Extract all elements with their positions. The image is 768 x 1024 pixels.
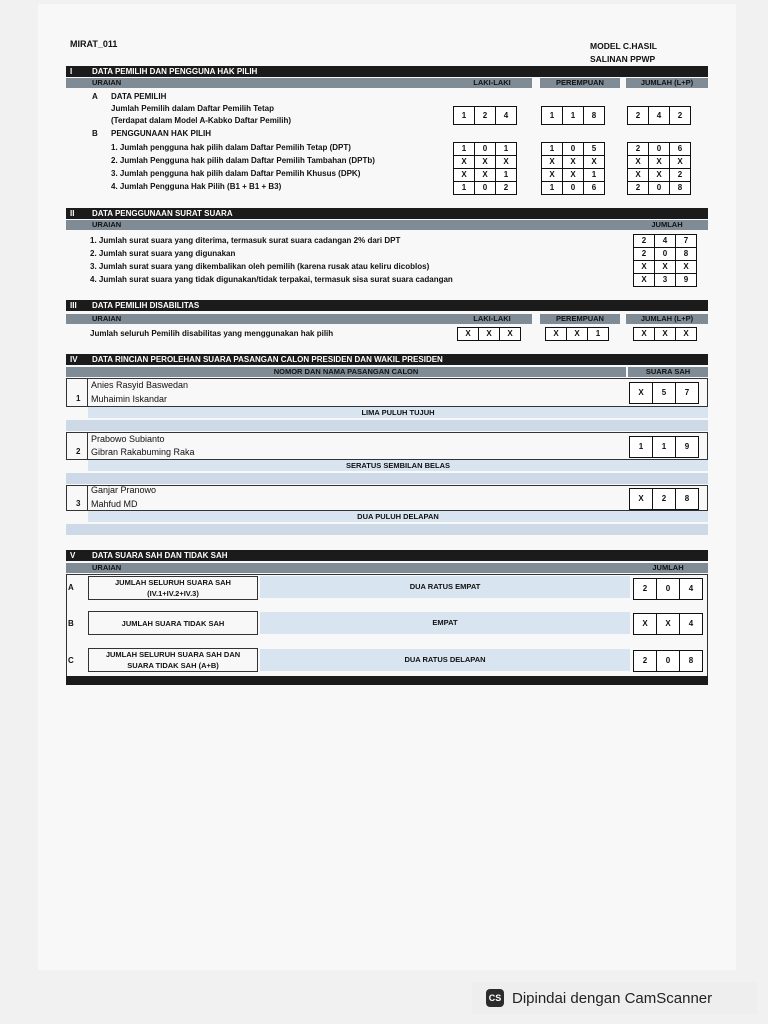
digit: 1 (495, 142, 517, 156)
summary-desc-line1: JUMLAH SELURUH SUARA SAH (115, 578, 231, 587)
candidate-president: Prabowo Subianto (91, 434, 165, 444)
digit: 1 (583, 168, 605, 182)
disabilitas-j-boxes (634, 327, 697, 341)
section-4-header (66, 354, 708, 365)
digit: 0 (648, 181, 670, 195)
b-p-grid (542, 142, 605, 195)
summary-value (634, 650, 703, 672)
digit: X (656, 613, 680, 635)
digit: 0 (562, 142, 584, 156)
surat-suara-row: 2. Jumlah surat suara yang digunakan (90, 249, 236, 258)
row-spacer (66, 524, 708, 535)
candidate-vice-president: Muhaimin Iskandar (91, 394, 168, 404)
digit: 2 (669, 106, 691, 125)
digit: 2 (633, 234, 655, 248)
digit: X (474, 155, 496, 169)
section-number: III (70, 301, 77, 310)
summary-desc-line2: SUARA TIDAK SAH (A+B) (127, 661, 219, 670)
digit: X (669, 155, 691, 169)
b-row-text: 3. Jumlah pengguna hak pilih dalam Daftar Pemilih Khusus (DPK) (111, 169, 361, 178)
section-3-header (66, 300, 708, 311)
disabilitas-p-boxes (546, 327, 609, 341)
digit: X (633, 327, 655, 341)
section-number: II (70, 209, 75, 218)
surat-suara-row: 4. Jumlah surat suara yang tidak digunakan/tidak terpakai, termasuk sisa surat suara cadangan (90, 275, 453, 284)
summary-words: DUA RATUS EMPAT (260, 576, 630, 598)
digit: X (566, 327, 588, 341)
digit: 9 (675, 436, 699, 458)
col-uraian: URAIAN (66, 78, 474, 88)
summary-desc (88, 577, 258, 599)
b-row-text: 4. Jumlah Pengguna Hak Pilih (B1 + B1 + B3) (111, 182, 282, 191)
digit: 0 (656, 578, 680, 600)
candidate-votes (630, 436, 699, 458)
digit: X (453, 168, 475, 182)
section-1 (66, 66, 708, 77)
digit: 0 (656, 650, 680, 672)
digit: 2 (627, 142, 649, 156)
digit: 2 (474, 106, 496, 125)
digit: 2 (633, 650, 657, 672)
watermark-text: Dipindai dengan CamScanner (512, 989, 713, 1007)
digit: 0 (474, 142, 496, 156)
digit: X (457, 327, 479, 341)
model-title: MODEL C.HASIL (590, 41, 657, 51)
col-perempuan: PEREMPUAN (540, 78, 620, 88)
digit: 2 (627, 106, 649, 125)
digit: 5 (583, 142, 605, 156)
digit: X (654, 327, 676, 341)
digit: X (629, 488, 653, 510)
candidate-president: Ganjar Pranowo (91, 485, 157, 495)
digit: 2 (495, 181, 517, 195)
section-1-header (66, 66, 708, 77)
col-uraian: URAIAN (66, 563, 652, 573)
row-spacer (66, 473, 708, 484)
digit: X (629, 382, 653, 404)
subsection-a-title: DATA PEMILIH (111, 92, 167, 101)
camscanner-icon: CS (486, 989, 504, 1007)
digit: 4 (679, 613, 703, 635)
col-perempuan: PEREMPUAN (540, 314, 620, 324)
candidate-number: 1 (76, 394, 81, 403)
surat-suara-grid (634, 234, 697, 287)
votes-in-words: SERATUS SEMBILAN BELAS (88, 460, 708, 471)
dpt-j-boxes (628, 106, 691, 125)
votes-in-words: DUA PULUH DELAPAN (88, 511, 708, 522)
digit: 4 (654, 234, 676, 248)
candidate-number: 3 (76, 499, 81, 508)
summary-desc (88, 649, 258, 671)
digit: 2 (669, 168, 691, 182)
candidate-vice-president: Gibran Rakabuming Raka (91, 447, 195, 457)
digit: 5 (652, 382, 676, 404)
digit: X (583, 155, 605, 169)
section-3 (66, 300, 708, 311)
col-jumlah: JUMLAH (628, 563, 708, 573)
summary-words: DUA RATUS DELAPAN (260, 649, 630, 671)
col-nama-calon: NOMOR DAN NAMA PASANGAN CALON (66, 367, 626, 377)
digit: X (499, 327, 521, 341)
digit: X (495, 155, 517, 169)
digit: X (648, 168, 670, 182)
dpt-l-boxes (454, 106, 517, 125)
digit: 1 (453, 142, 475, 156)
digit: X (648, 155, 670, 169)
b-j-grid (628, 142, 691, 195)
section-5-header (66, 550, 708, 561)
digit: X (453, 155, 475, 169)
summary-desc-line1: JUMLAH SELURUH SUARA SAH DAN (105, 650, 241, 659)
section-title: DATA RINCIAN PEROLEHAN SUARA PASANGAN CALON PRESIDEN DAN WAKIL PRESIDEN (92, 355, 443, 364)
digit: 1 (541, 181, 563, 195)
subsection-b-label: B (92, 129, 98, 138)
digit: 4 (648, 106, 670, 125)
b-l-grid (454, 142, 517, 195)
digit: 1 (541, 106, 563, 125)
digit: 3 (654, 273, 676, 287)
digit: X (562, 155, 584, 169)
digit: 2 (627, 181, 649, 195)
digit: 1 (453, 181, 475, 195)
digit: X (541, 168, 563, 182)
digit: X (633, 273, 655, 287)
section-title: DATA PEMILIH DAN PENGGUNA HAK PILIH (92, 67, 258, 76)
digit: 6 (583, 181, 605, 195)
candidate-vice-president: Mahfud MD (91, 499, 138, 509)
digit: 0 (474, 181, 496, 195)
digit: X (633, 260, 655, 274)
summary-desc-line2: (IV.1+IV.2+IV.3) (147, 589, 199, 598)
candidate-number: 2 (76, 447, 81, 456)
digit: 4 (495, 106, 517, 125)
dpt-line2: (Terdapat dalam Model A-Kabko Daftar Pemilih) (111, 116, 292, 125)
dpt-line1: Jumlah Pemilih dalam Daftar Pemilih Tetap (111, 104, 275, 113)
document-code: MIRAT_011 (70, 39, 118, 49)
section-2-header (66, 208, 708, 219)
col-jumlah: JUMLAH (626, 220, 708, 230)
section-title: DATA PEMILIH DISABILITAS (92, 301, 200, 310)
section-number: I (70, 67, 73, 76)
digit: 7 (675, 234, 697, 248)
summary-row-label: A (68, 583, 74, 592)
col-laki-laki: LAKI-LAKI (452, 314, 532, 324)
disabilitas-l-boxes (458, 327, 521, 341)
digit: 0 (648, 142, 670, 156)
digit: 8 (679, 650, 703, 672)
digit: 1 (652, 436, 676, 458)
table-bottom-bar (66, 676, 708, 685)
section-4 (66, 354, 708, 365)
digit: 1 (495, 168, 517, 182)
b-row-text: 2. Jumlah Pengguna hak pilih dalam Daftar Pemilih Tambahan (DPTb) (111, 156, 375, 165)
section-title: DATA PENGGUNAAN SURAT SUARA (92, 209, 233, 218)
digit: X (675, 260, 697, 274)
model-label (590, 40, 657, 66)
digit: 2 (652, 488, 676, 510)
camscanner-watermark (472, 982, 757, 1014)
surat-suara-row: 1. Jumlah surat suara yang diterima, termasuk surat suara cadangan 2% dari DPT (90, 236, 401, 245)
dpt-p-boxes (542, 106, 605, 125)
col-laki-laki: LAKI-LAKI (452, 78, 532, 88)
digit: X (545, 327, 567, 341)
digit: 8 (669, 181, 691, 195)
candidate-votes (630, 382, 699, 404)
section-title: DATA SUARA SAH DAN TIDAK SAH (92, 551, 228, 560)
digit: 1 (587, 327, 609, 341)
summary-row-label: B (68, 619, 74, 628)
digit: X (562, 168, 584, 182)
digit: 2 (633, 247, 655, 261)
summary-value (634, 578, 703, 600)
subsection-a-label: A (92, 92, 98, 101)
digit: X (627, 168, 649, 182)
digit: 4 (679, 578, 703, 600)
summary-value (634, 613, 703, 635)
digit: 1 (541, 142, 563, 156)
surat-suara-row: 3. Jumlah surat suara yang dikembalikan oleh pemilih (karena rusak atau keliru dicoblos) (90, 262, 430, 271)
digit: 0 (654, 247, 676, 261)
digit: X (627, 155, 649, 169)
section-5 (66, 550, 708, 561)
digit: 8 (675, 247, 697, 261)
copy-label: SALINAN PPWP (590, 54, 656, 64)
digit: X (654, 260, 676, 274)
row-spacer (66, 420, 708, 431)
digit: 0 (562, 181, 584, 195)
digit: 6 (669, 142, 691, 156)
col-uraian: URAIAN (66, 220, 640, 230)
col-uraian: URAIAN (66, 314, 474, 324)
digit: 8 (583, 106, 605, 125)
col-jumlah: JUMLAH (L+P) (626, 78, 708, 88)
digit: 1 (562, 106, 584, 125)
section-2 (66, 208, 708, 219)
candidate-votes (630, 488, 699, 510)
digit: 9 (675, 273, 697, 287)
digit: X (474, 168, 496, 182)
subsection-b-title: PENGGUNAAN HAK PILIH (111, 129, 212, 138)
candidate-row (66, 485, 708, 511)
summary-row-label: C (68, 656, 74, 665)
digit: X (541, 155, 563, 169)
digit: X (633, 613, 657, 635)
summary-words: EMPAT (260, 612, 630, 634)
digit: X (675, 327, 697, 341)
disabilitas-text: Jumlah seluruh Pemilih disabilitas yang menggunakan hak pilih (90, 329, 334, 338)
votes-in-words: LIMA PULUH TUJUH (88, 407, 708, 418)
digit: 8 (675, 488, 699, 510)
candidate-president: Anies Rasyid Baswedan (91, 380, 189, 390)
col-suara-sah: SUARA SAH (628, 367, 708, 377)
digit: 1 (453, 106, 475, 125)
digit: X (478, 327, 500, 341)
digit: 2 (633, 578, 657, 600)
section-number: V (70, 551, 76, 560)
col-jumlah: JUMLAH (L+P) (626, 314, 708, 324)
digit: 1 (629, 436, 653, 458)
digit: 7 (675, 382, 699, 404)
summary-desc: JUMLAH SUARA TIDAK SAH (121, 619, 225, 628)
section-number: IV (70, 355, 78, 364)
b-row-text: 1. Jumlah pengguna hak pilih dalam Daftar Pemilih Tetap (DPT) (111, 143, 351, 152)
